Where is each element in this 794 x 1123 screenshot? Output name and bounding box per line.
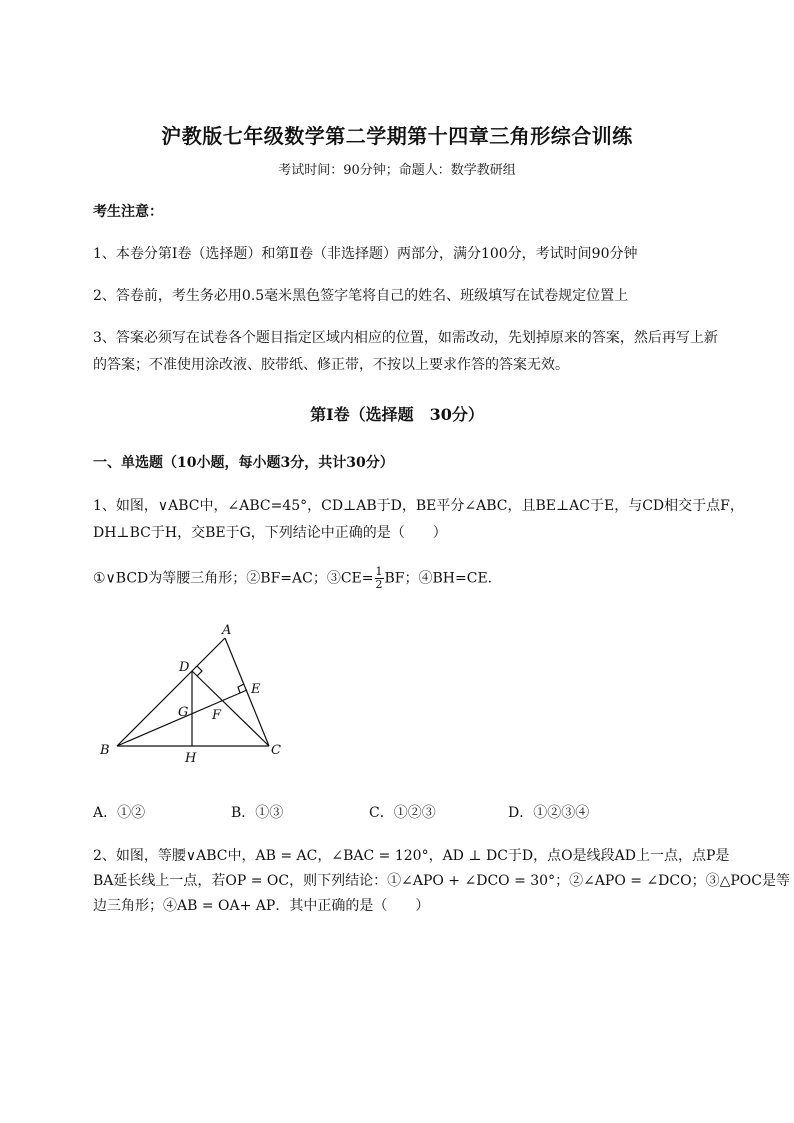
notice-item: 的答案；不准使用涂改液、胶带纸、修正带，不按以上要求作答的答案无效。 bbox=[93, 357, 569, 373]
statements-post: BF；④BH=CE． bbox=[384, 570, 502, 587]
question-2-line-3: 边三角形；④AB = OA+ AP．其中正确的是（ ） bbox=[93, 898, 430, 914]
notice-item: 2、答卷前，考生务必用0.5毫米黑色签字笔将自己的姓名、班级填写在试卷规定位置上 bbox=[93, 288, 629, 304]
notice-item: 3、答案必须写在试卷各个题目指定区域内相应的位置，如需改动，先划掉原来的答案，然后再写上新 bbox=[93, 330, 718, 346]
label-a: A bbox=[222, 623, 232, 638]
label-g: G bbox=[178, 705, 189, 720]
segment-ba bbox=[117, 638, 225, 746]
question-1-line-1: 1、如图，∨ABC中，∠ABC=45°，CD⊥AB于D，BE平分∠ABC，且BE⊥AC于E，与CD相交于点F， bbox=[93, 498, 744, 514]
label-e: E bbox=[251, 682, 261, 697]
question-2-line-2: BA延长线上一点，若OP = OC，则下列结论：①∠APO + ∠DCO = 30°；②∠APO = ∠DCO；③△POC是等 bbox=[93, 873, 790, 889]
question-2-line-1: 2、如图，等腰∨ABC中，AB = AC，∠BAC = 120°，AD ⊥ DC于D，点O是线段AD上一点，点P是 bbox=[93, 848, 730, 864]
segment-ac bbox=[225, 638, 269, 746]
triangle-figure bbox=[90, 615, 300, 775]
section-title: 第I卷（选择题 30分） bbox=[310, 405, 484, 424]
option-b[interactable]: B．①③ bbox=[231, 805, 284, 821]
right-angle-mark-d bbox=[197, 666, 202, 676]
fraction-one-half bbox=[375, 566, 384, 591]
question-1-statements bbox=[93, 566, 502, 591]
fraction-numerator: 1 bbox=[375, 565, 383, 578]
label-d: D bbox=[179, 660, 190, 675]
option-a[interactable]: A．①② bbox=[93, 805, 146, 821]
label-f: F bbox=[212, 708, 222, 723]
notice-item: 1、本卷分第I卷（选择题）和第Ⅱ卷（非选择题）两部分，满分100分，考试时间90分钟 bbox=[93, 246, 638, 262]
question-1-line-2: DH⊥BC于H，交BE于G，下列结论中正确的是（ ） bbox=[93, 525, 447, 541]
option-d[interactable]: D．①②③④ bbox=[508, 805, 590, 821]
label-h: H bbox=[185, 751, 197, 766]
fraction-denominator: 2 bbox=[375, 578, 383, 591]
label-c: C bbox=[271, 743, 281, 758]
label-b: B bbox=[100, 743, 110, 758]
exam-title: 沪教版七年级数学第二学期第十四章三角形综合训练 bbox=[161, 124, 633, 148]
part-title: 一、单选题（10小题，每小题3分，共计30分） bbox=[93, 455, 394, 471]
notice-heading: 考生注意： bbox=[93, 204, 163, 220]
option-c[interactable]: C．①②③ bbox=[369, 805, 436, 821]
statements-pre: ①∨BCD为等腰三角形；②BF=AC；③CE= bbox=[93, 570, 374, 587]
exam-subtitle: 考试时间：90分钟；命题人：数学教研组 bbox=[278, 163, 516, 178]
